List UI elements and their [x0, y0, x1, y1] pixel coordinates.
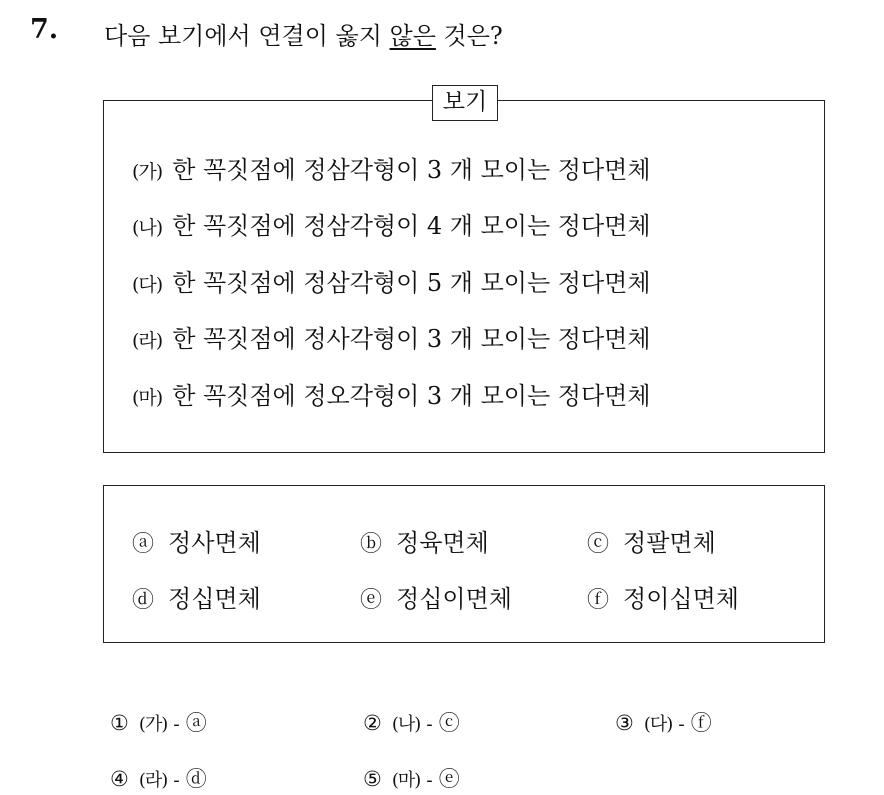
- choice-pair: (라): [138, 770, 168, 791]
- question-number: 7.: [30, 14, 59, 45]
- answer-choice-1[interactable]: [110, 707, 207, 737]
- polyhedron-mark: ⓒ: [587, 532, 610, 557]
- choice-pair: (다): [643, 714, 673, 735]
- polyhedron-mark: ⓐ: [132, 532, 155, 557]
- statement-label: (나): [132, 217, 163, 239]
- answer-choice-3[interactable]: [615, 707, 712, 737]
- answer-choice-2[interactable]: [363, 707, 460, 737]
- statement-label: (가): [132, 161, 163, 183]
- statement-ga: [132, 150, 651, 185]
- polyhedron-f: [587, 579, 739, 614]
- choice-number: ③: [615, 711, 634, 735]
- question-text-before: 다음 보기에서 연결이 옳지: [104, 22, 390, 50]
- choice-match: ⓓ: [185, 767, 207, 791]
- polyhedron-mark: ⓓ: [132, 588, 155, 613]
- statement-text: 한 꼭짓점에 정삼각형이 5 개 모이는 정다면체: [172, 269, 651, 297]
- choice-pair: (가): [138, 714, 168, 735]
- polyhedron-d: [132, 579, 261, 614]
- statement-na: [132, 206, 651, 241]
- polyhedron-mark: ⓕ: [587, 588, 610, 613]
- statement-text: 한 꼭짓점에 정오각형이 3 개 모이는 정다면체: [172, 382, 651, 410]
- answer-choice-5[interactable]: [363, 763, 460, 793]
- question-text: [104, 16, 503, 51]
- polyhedron-a: [132, 523, 261, 558]
- choice-match: ⓒ: [438, 711, 460, 735]
- statement-text: 한 꼭짓점에 정삼각형이 4 개 모이는 정다면체: [172, 212, 651, 240]
- polyhedron-name: 정육면체: [396, 529, 489, 557]
- statement-label: (라): [132, 330, 163, 352]
- choice-pair: (나): [391, 714, 421, 735]
- statement-ra: [132, 319, 651, 354]
- polyhedron-b: [360, 523, 489, 558]
- choice-match: ⓐ: [185, 711, 207, 735]
- choice-dash: -: [678, 714, 685, 735]
- polyhedron-name: 정사면체: [168, 529, 261, 557]
- choice-number: ⑤: [363, 767, 382, 791]
- polyhedron-name: 정십면체: [168, 585, 261, 613]
- choice-dash: -: [173, 770, 180, 791]
- bogi-title: 보기: [432, 85, 498, 121]
- choice-pair: (마): [391, 770, 421, 791]
- statement-text: 한 꼭짓점에 정삼각형이 3 개 모이는 정다면체: [172, 156, 651, 184]
- statement-label: (다): [132, 274, 163, 296]
- choice-number: ②: [363, 711, 382, 735]
- polyhedron-mark: ⓑ: [360, 532, 383, 557]
- answer-choice-4[interactable]: [110, 763, 207, 793]
- choice-match: ⓕ: [690, 711, 712, 735]
- choice-match: ⓔ: [438, 767, 460, 791]
- question-text-after: 것은?: [435, 22, 503, 50]
- polyhedra-box: [103, 485, 825, 643]
- statement-label: (마): [132, 387, 163, 409]
- choice-number: ④: [110, 767, 129, 791]
- statement-ma: [132, 376, 651, 411]
- choice-dash: -: [426, 714, 433, 735]
- polyhedron-e: [360, 579, 512, 614]
- polyhedron-name: 정이십면체: [623, 585, 739, 613]
- question-text-underlined: 않은: [389, 22, 436, 50]
- bogi-box: [103, 89, 825, 453]
- polyhedron-mark: ⓔ: [360, 588, 383, 613]
- statement-da: [132, 263, 651, 298]
- polyhedron-name: 정팔면체: [623, 529, 716, 557]
- choice-number: ①: [110, 711, 129, 735]
- choice-dash: -: [426, 770, 433, 791]
- statement-text: 한 꼭짓점에 정사각형이 3 개 모이는 정다면체: [172, 325, 651, 353]
- choice-dash: -: [173, 714, 180, 735]
- polyhedron-c: [587, 523, 716, 558]
- polyhedron-name: 정십이면체: [396, 585, 512, 613]
